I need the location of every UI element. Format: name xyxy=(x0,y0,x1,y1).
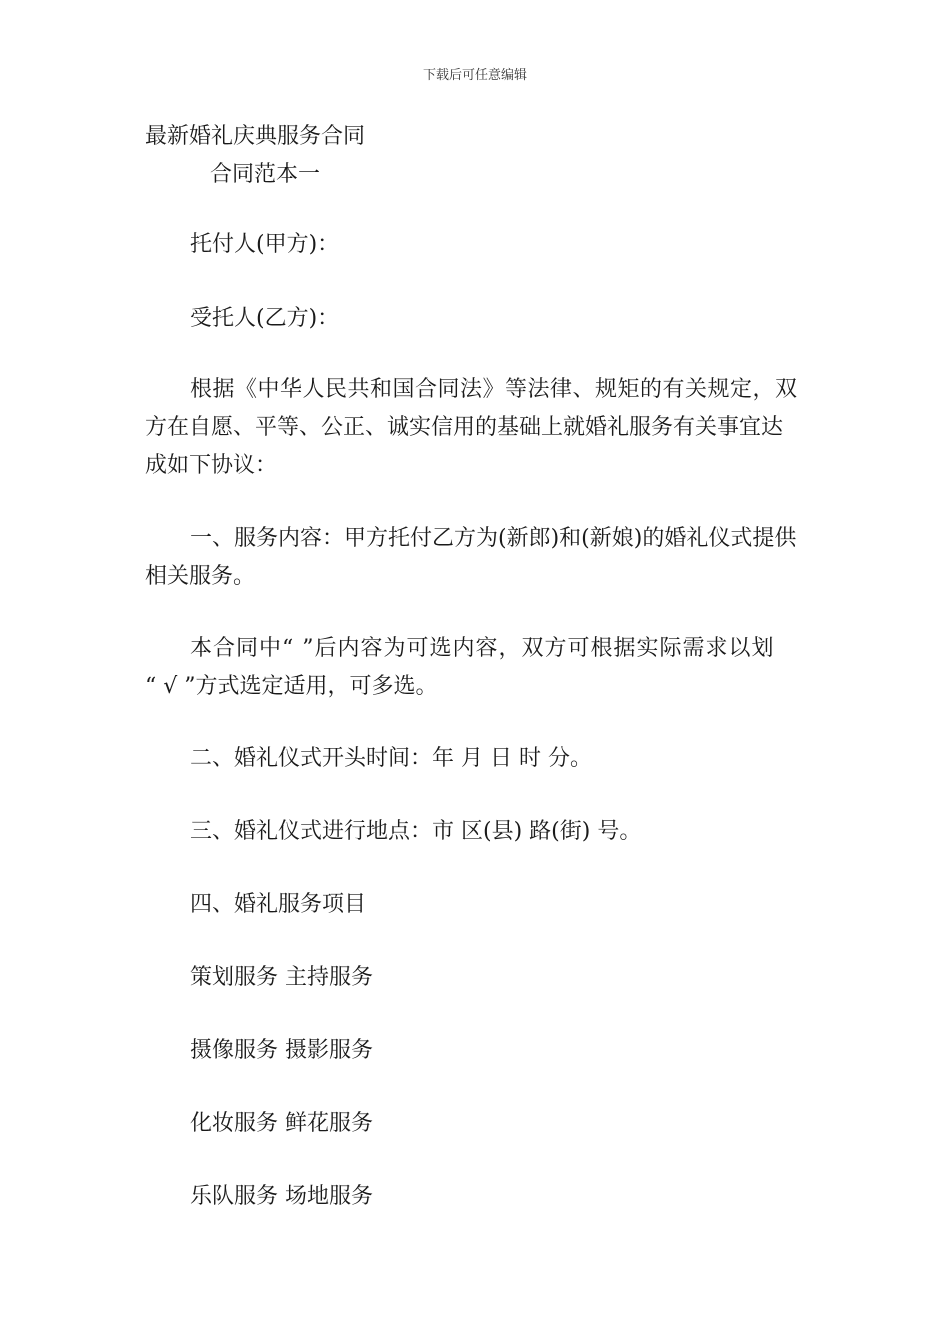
note-line: “ √ ”方式选定适用，可多选。 xyxy=(145,674,438,699)
document-title: 最新婚礼庆典服务合同 xyxy=(145,124,366,149)
header-note: 下载后可任意编辑 xyxy=(422,68,527,83)
service-item: 摄像服务 摄影服务 xyxy=(190,1038,373,1063)
party-b-label: 受托人(乙方)： xyxy=(190,306,340,331)
clause-1-line: 一、服务内容：甲方托付乙方为(新郎)和(新娘)的婚礼仪式提供 xyxy=(190,526,797,551)
intro-line: 根据《中华人民共和国合同法》等法律、规矩的有关规定，双 xyxy=(190,377,798,402)
clause-1-line: 相关服务。 xyxy=(145,564,256,589)
party-a-label: 托付人(甲方)： xyxy=(190,232,340,257)
clause-3: 三、婚礼仪式进行地点：市 区(县) 路(街) 号。 xyxy=(190,819,642,844)
service-item: 乐队服务 场地服务 xyxy=(190,1184,373,1209)
service-item: 策划服务 主持服务 xyxy=(190,965,373,990)
clause-2: 二、婚礼仪式开头时间：年 月 日 时 分。 xyxy=(190,746,592,771)
service-item: 化妆服务 鲜花服务 xyxy=(190,1111,373,1136)
clause-4-heading: 四、婚礼服务项目 xyxy=(190,892,367,917)
note-line: 本合同中“ ”后内容为可选内容，双方可根据实际需求以划 xyxy=(190,636,775,661)
document-subtitle: 合同范本一 xyxy=(210,162,321,187)
note-paragraph xyxy=(145,630,807,706)
clause-1-paragraph xyxy=(145,520,807,596)
intro-line: 成如下协议： xyxy=(145,453,278,478)
intro-line: 方在自愿、平等、公正、诚实信用的基础上就婚礼服务有关事宜达 xyxy=(145,415,784,440)
intro-paragraph xyxy=(145,371,807,485)
